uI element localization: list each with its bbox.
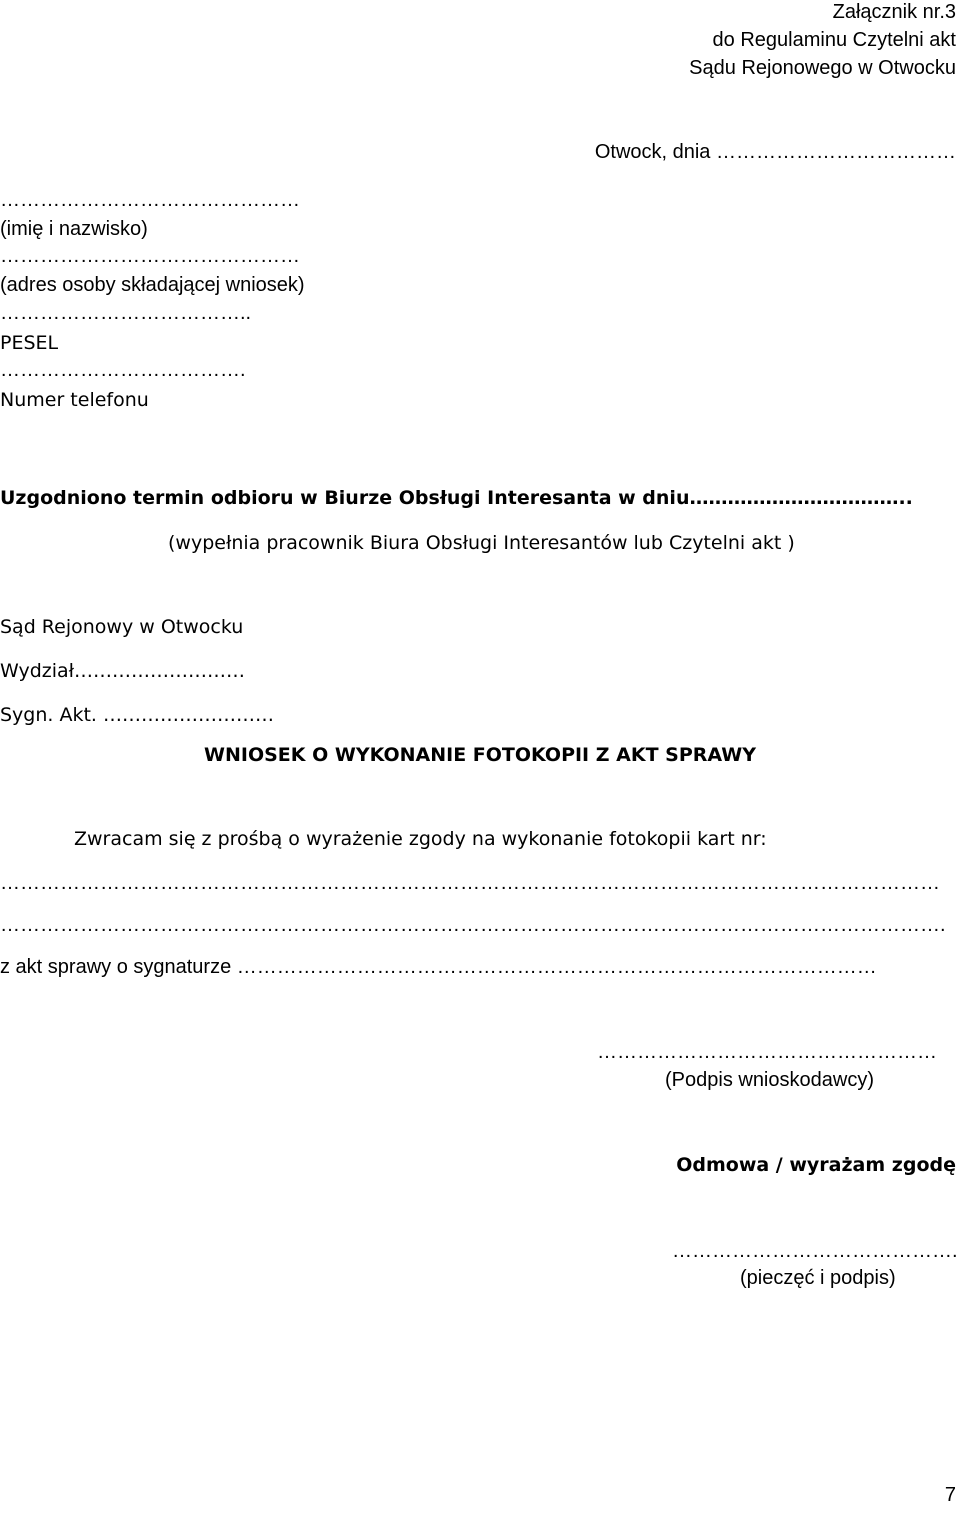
pickup-note: (wypełnia pracownik Biura Obsługi Interesantów lub Czytelni akt )	[168, 532, 795, 554]
name-field[interactable]: ………………………………………	[0, 189, 300, 211]
pesel-label: PESEL	[0, 332, 59, 354]
address-label: (adres osoby składającej wniosek)	[0, 274, 305, 296]
case-signature-field[interactable]: z akt sprawy o sygnaturze ……………………………………………………………………………………	[0, 956, 877, 978]
request-text: Zwracam się z prośbą o wyrażenie zgody na wykonanie fotokopii kart nr:	[74, 828, 767, 850]
pages-field-line-1[interactable]: ……………………………………………………………………………………………………………………………	[0, 872, 940, 894]
name-label: (imię i nazwisko)	[0, 218, 148, 240]
applicant-signature-label: (Podpis wnioskodawcy)	[665, 1069, 874, 1091]
court-name: Sąd Rejonowy w Otwocku	[0, 616, 244, 638]
case-reference-field[interactable]: Sygn. Akt. ………………………	[0, 704, 275, 726]
official-signature-field[interactable]: …………………………………….	[672, 1240, 958, 1262]
pickup-date-line[interactable]: Uzgodniono termin odbioru w Biurze Obsługi Interesanta w dniu……………………………..	[0, 487, 913, 509]
regulation-reference: do Regulaminu Czytelni akt	[712, 29, 956, 51]
department-field[interactable]: Wydział………………………	[0, 660, 246, 682]
page-number: 7	[944, 1484, 956, 1506]
place-date-field[interactable]: Otwock, dnia ………………………………	[594, 141, 956, 163]
address-field[interactable]: ………………………………………	[0, 245, 300, 267]
pesel-field[interactable]: ………………………………..	[0, 302, 252, 324]
document-title: WNIOSEK O WYKONANIE FOTOKOPII Z AKT SPRAWY	[204, 744, 756, 766]
court-reference: Sądu Rejonowego w Otwocku	[689, 57, 956, 79]
decision-options[interactable]: Odmowa / wyrażam zgodę	[676, 1154, 956, 1176]
official-signature-label: (pieczęć i podpis)	[740, 1267, 896, 1289]
annex-label: Załącznik nr.3	[832, 1, 956, 23]
applicant-signature-field[interactable]: ……………………………………………	[597, 1041, 937, 1063]
pages-field-line-2[interactable]: …………………………………………………………………………………………………………………………….	[0, 914, 946, 936]
phone-label: Numer telefonu	[0, 389, 149, 411]
phone-field[interactable]: ……………………………….	[0, 359, 246, 381]
